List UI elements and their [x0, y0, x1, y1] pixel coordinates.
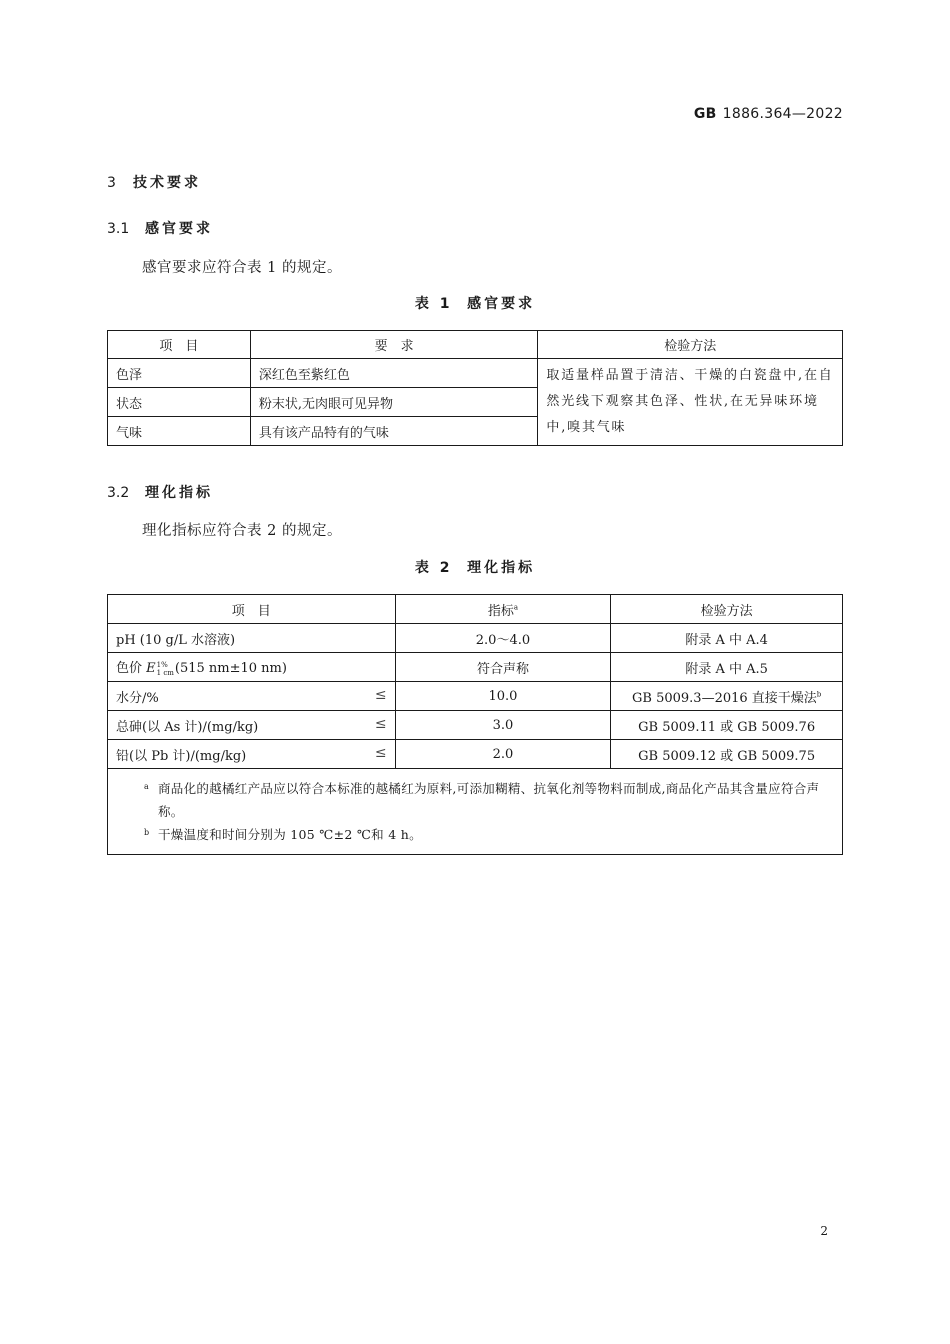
row-item — [108, 653, 396, 682]
row-item — [108, 682, 396, 711]
page-number: 2 — [820, 1224, 828, 1238]
section-3-2-text: 理化指标应符合表 2 的规定。 — [142, 523, 342, 539]
table-2-caption — [0, 557, 950, 577]
row-value: 2.0～4.0 — [395, 624, 611, 653]
row-method: GB 5009.12 或 GB 5009.75 — [611, 740, 843, 769]
item-suffix: (515 nm±10 nm) — [174, 661, 287, 677]
table-notes — [108, 769, 843, 855]
row-requirement: 粉末状,无肉眼可见异物 — [250, 388, 538, 417]
item-label: 铅(以 Pb 计)/(mg/kg) — [116, 748, 247, 764]
header-index-label: 指标 — [487, 603, 514, 619]
row-item: 气味 — [108, 417, 251, 446]
footnote-mark: b — [816, 690, 822, 699]
table-row — [108, 359, 843, 388]
row-item: 色泽 — [108, 359, 251, 388]
section-3-1-text: 感官要求应符合表 1 的规定。 — [142, 260, 342, 276]
method-text: GB 5009.3—2016 直接干燥法 — [632, 690, 817, 706]
footnote-mark: a — [144, 782, 150, 791]
item-subscript: 1 cm — [156, 668, 174, 677]
row-value: 3.0 — [395, 711, 611, 740]
le-symbol: ≤ — [374, 686, 387, 703]
section-title: 感官要求 — [145, 221, 213, 237]
item-prefix: 色价 — [116, 661, 147, 677]
table-header-row — [108, 331, 843, 359]
row-method — [611, 682, 843, 711]
table-label: 表 1 — [414, 296, 453, 312]
header-item: 项 目 — [108, 331, 251, 359]
section-number: 3.1 — [107, 221, 130, 237]
footnote-text: 干燥温度和时间分别为 105 ℃±2 ℃和 4 h。 — [158, 827, 422, 842]
row-value: 10.0 — [395, 682, 611, 711]
table-row — [108, 682, 843, 711]
row-method: 附录 A 中 A.5 — [611, 653, 843, 682]
section-3-heading — [107, 172, 201, 192]
footnote-mark: b — [144, 828, 150, 837]
section-title: 理化指标 — [145, 485, 213, 501]
row-method: GB 5009.11 或 GB 5009.76 — [611, 711, 843, 740]
footnote-mark: a — [513, 603, 519, 612]
row-requirement: 具有该产品特有的气味 — [250, 417, 538, 446]
table-row — [108, 711, 843, 740]
header-requirement: 要 求 — [250, 331, 538, 359]
header-method: 检验方法 — [611, 595, 843, 624]
table-notes-row — [108, 769, 843, 855]
footnote-b — [144, 823, 844, 846]
row-item — [108, 740, 396, 769]
row-value: 符合声称 — [395, 653, 611, 682]
table-title: 理化指标 — [467, 560, 536, 576]
table-title: 感官要求 — [467, 296, 536, 312]
row-item — [108, 711, 396, 740]
section-title: 技术要求 — [133, 175, 201, 191]
section-number: 3.2 — [107, 485, 130, 501]
row-item: pH (10 g/L 水溶液) — [108, 624, 396, 653]
item-symbol: E — [146, 661, 156, 677]
header-index — [395, 595, 611, 624]
le-symbol: ≤ — [374, 744, 387, 761]
section-number: 3 — [107, 175, 116, 191]
standard-number — [694, 106, 843, 122]
row-value: 2.0 — [395, 740, 611, 769]
le-symbol: ≤ — [374, 715, 387, 732]
item-label: 总砷(以 As 计)/(mg/kg) — [116, 719, 259, 735]
standard-prefix: GB — [693, 106, 717, 122]
row-item: 状态 — [108, 388, 251, 417]
footnote-a — [144, 777, 844, 823]
item-scripts — [157, 661, 174, 677]
table-label: 表 2 — [414, 560, 453, 576]
row-requirement: 深红色至紫红色 — [250, 359, 538, 388]
header-item: 项 目 — [108, 595, 396, 624]
standard-code: 1886.364—2022 — [722, 106, 843, 122]
header-method: 检验方法 — [538, 331, 843, 359]
table-1 — [107, 330, 843, 446]
table-row — [108, 624, 843, 653]
row-method: 附录 A 中 A.4 — [611, 624, 843, 653]
table-2 — [107, 594, 843, 855]
section-3-2-heading — [107, 482, 213, 502]
table-row — [108, 740, 843, 769]
item-label: 水分/% — [116, 690, 159, 706]
section-3-1-heading — [107, 218, 213, 238]
row-method: 取适量样品置于清洁、干燥的白瓷盘中,在自然光线下观察其色泽、性状,在无异味环境中,嗅其气味 — [538, 359, 843, 446]
table-1-caption — [0, 293, 950, 313]
table-row — [108, 653, 843, 682]
footnote-text: 商品化的越橘红产品应以符合本标准的越橘红为原料,可添加糊精、抗氧化剂等物料而制成,商品化产品其含量应符合声称。 — [158, 781, 820, 819]
table-header-row — [108, 595, 843, 624]
item-superscript: 1% — [156, 660, 168, 669]
